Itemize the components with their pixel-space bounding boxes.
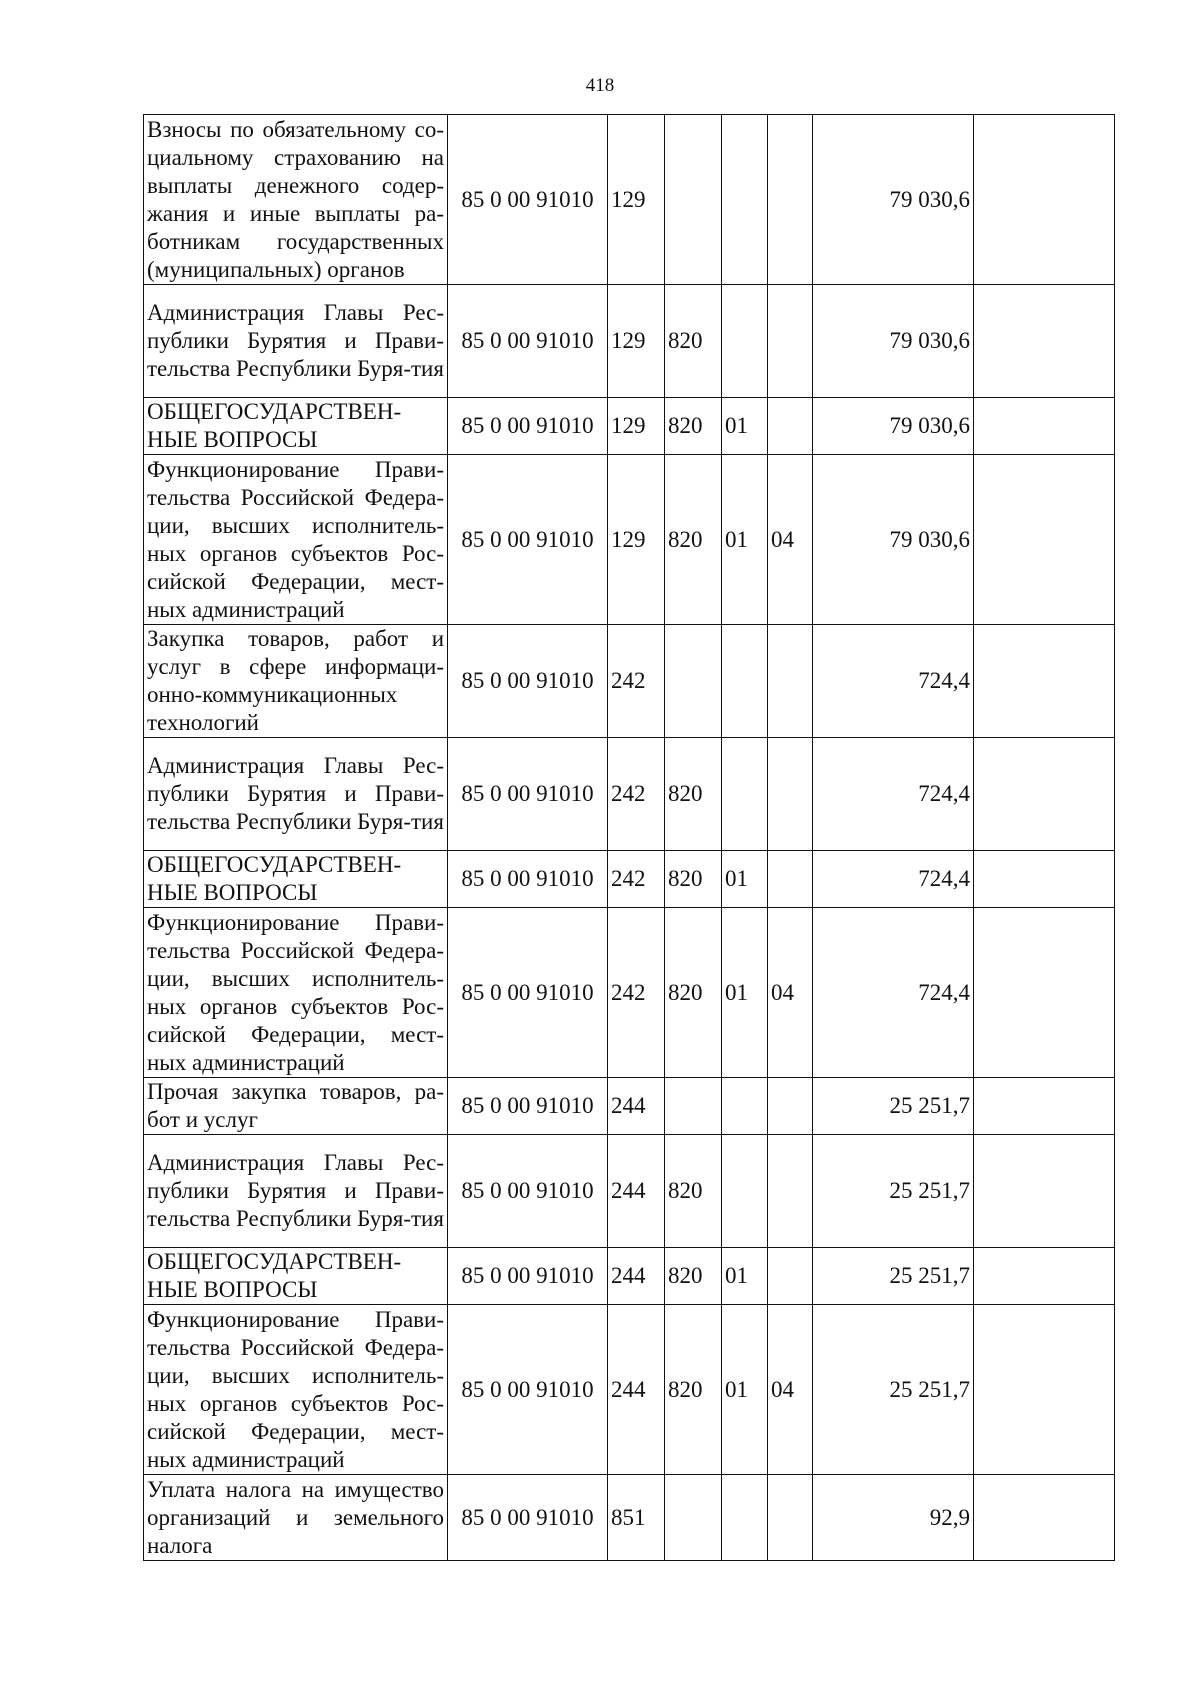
section-cell xyxy=(722,285,768,398)
amount-cell: 25 251,7 xyxy=(813,1135,974,1248)
empty-cell xyxy=(974,115,1115,285)
amount-cell: 724,4 xyxy=(813,908,974,1078)
amount-cell: 25 251,7 xyxy=(813,1248,974,1305)
target-code-cell: 85 0 00 91010 xyxy=(448,1135,608,1248)
row-name-cell: ОБЩЕГОСУДАРСТВЕН-НЫЕ ВОПРОСЫ xyxy=(144,851,448,908)
row-name-cell: Взносы по обязательному со-циальному страхованию на выплаты денежного содер-жания и иные выплаты ра-ботникам государственных (муниципальных) органов xyxy=(144,115,448,285)
section-cell xyxy=(722,115,768,285)
subsection-cell xyxy=(768,1475,813,1561)
table-row xyxy=(144,1078,1115,1135)
administrator-cell xyxy=(665,115,722,285)
amount-cell: 79 030,6 xyxy=(813,455,974,625)
section-cell: 01 xyxy=(722,455,768,625)
target-code-cell: 85 0 00 91010 xyxy=(448,115,608,285)
table-row xyxy=(144,285,1115,398)
section-cell xyxy=(722,1135,768,1248)
subsection-cell xyxy=(768,738,813,851)
table-body xyxy=(144,115,1115,1561)
administrator-cell: 820 xyxy=(665,1248,722,1305)
target-code-cell: 85 0 00 91010 xyxy=(448,851,608,908)
expense-type-cell: 129 xyxy=(608,115,665,285)
row-name-cell: ОБЩЕГОСУДАРСТВЕН-НЫЕ ВОПРОСЫ xyxy=(144,1248,448,1305)
section-cell: 01 xyxy=(722,1248,768,1305)
subsection-cell: 04 xyxy=(768,908,813,1078)
target-code-cell: 85 0 00 91010 xyxy=(448,1305,608,1475)
row-name-cell: Администрация Главы Рес-публики Бурятия и Прави-тельства Республики Буря-тия xyxy=(144,1135,448,1248)
expense-type-cell: 244 xyxy=(608,1078,665,1135)
amount-cell: 724,4 xyxy=(813,625,974,738)
administrator-cell: 820 xyxy=(665,908,722,1078)
amount-cell: 79 030,6 xyxy=(813,398,974,455)
administrator-cell: 820 xyxy=(665,851,722,908)
section-cell xyxy=(722,738,768,851)
empty-cell xyxy=(974,1248,1115,1305)
table-row xyxy=(144,738,1115,851)
empty-cell xyxy=(974,1305,1115,1475)
target-code-cell: 85 0 00 91010 xyxy=(448,1078,608,1135)
administrator-cell xyxy=(665,1475,722,1561)
row-name-cell: ОБЩЕГОСУДАРСТВЕН-НЫЕ ВОПРОСЫ xyxy=(144,398,448,455)
empty-cell xyxy=(974,1078,1115,1135)
section-cell: 01 xyxy=(722,1305,768,1475)
table-row xyxy=(144,398,1115,455)
expense-type-cell: 244 xyxy=(608,1135,665,1248)
expense-type-cell: 129 xyxy=(608,398,665,455)
expense-type-cell: 242 xyxy=(608,908,665,1078)
subsection-cell xyxy=(768,1248,813,1305)
amount-cell: 25 251,7 xyxy=(813,1078,974,1135)
section-cell: 01 xyxy=(722,398,768,455)
table-row xyxy=(144,908,1115,1078)
amount-cell: 724,4 xyxy=(813,851,974,908)
amount-cell: 724,4 xyxy=(813,738,974,851)
expense-type-cell: 242 xyxy=(608,851,665,908)
administrator-cell: 820 xyxy=(665,1135,722,1248)
subsection-cell xyxy=(768,851,813,908)
row-name-cell: Администрация Главы Рес-публики Бурятия и Прави-тельства Республики Буря-тия xyxy=(144,738,448,851)
target-code-cell: 85 0 00 91010 xyxy=(448,455,608,625)
table-row xyxy=(144,851,1115,908)
section-cell xyxy=(722,1078,768,1135)
administrator-cell xyxy=(665,625,722,738)
expense-type-cell: 244 xyxy=(608,1305,665,1475)
target-code-cell: 85 0 00 91010 xyxy=(448,625,608,738)
row-name-cell: Прочая закупка товаров, ра-бот и услуг xyxy=(144,1078,448,1135)
target-code-cell: 85 0 00 91010 xyxy=(448,398,608,455)
administrator-cell: 820 xyxy=(665,285,722,398)
row-name-cell: Уплата налога на имущество организаций и земельного налога xyxy=(144,1475,448,1561)
section-cell xyxy=(722,625,768,738)
administrator-cell: 820 xyxy=(665,398,722,455)
target-code-cell: 85 0 00 91010 xyxy=(448,908,608,1078)
expense-type-cell: 851 xyxy=(608,1475,665,1561)
administrator-cell: 820 xyxy=(665,1305,722,1475)
row-name-cell: Функционирование Прави-тельства Российской Федера-ции, высших исполнитель-ных органов субъектов Рос-сийской Федерации, мест-ных администраций xyxy=(144,455,448,625)
table-row xyxy=(144,115,1115,285)
target-code-cell: 85 0 00 91010 xyxy=(448,738,608,851)
section-cell xyxy=(722,1475,768,1561)
budget-table xyxy=(143,114,1115,1561)
amount-cell: 79 030,6 xyxy=(813,115,974,285)
empty-cell xyxy=(974,851,1115,908)
section-cell: 01 xyxy=(722,851,768,908)
page-number: 418 xyxy=(585,75,615,96)
empty-cell xyxy=(974,1135,1115,1248)
row-name-cell: Администрация Главы Рес-публики Бурятия и Прави-тельства Республики Буря-тия xyxy=(144,285,448,398)
empty-cell xyxy=(974,738,1115,851)
amount-cell: 92,9 xyxy=(813,1475,974,1561)
empty-cell xyxy=(974,625,1115,738)
row-name-cell: Закупка товаров, работ и услуг в сфере информаци-онно-коммуникационных технологий xyxy=(144,625,448,738)
amount-cell: 79 030,6 xyxy=(813,285,974,398)
subsection-cell xyxy=(768,398,813,455)
subsection-cell xyxy=(768,115,813,285)
empty-cell xyxy=(974,285,1115,398)
expense-type-cell: 242 xyxy=(608,738,665,851)
expense-type-cell: 129 xyxy=(608,285,665,398)
row-name-cell: Функционирование Прави-тельства Российской Федера-ции, высших исполнитель-ных органов субъектов Рос-сийской Федерации, мест-ных администраций xyxy=(144,1305,448,1475)
subsection-cell xyxy=(768,1078,813,1135)
table-row xyxy=(144,1305,1115,1475)
expense-type-cell: 244 xyxy=(608,1248,665,1305)
administrator-cell: 820 xyxy=(665,455,722,625)
table-row xyxy=(144,625,1115,738)
target-code-cell: 85 0 00 91010 xyxy=(448,1248,608,1305)
table-row xyxy=(144,1135,1115,1248)
target-code-cell: 85 0 00 91010 xyxy=(448,285,608,398)
amount-cell: 25 251,7 xyxy=(813,1305,974,1475)
table-row xyxy=(144,455,1115,625)
subsection-cell xyxy=(768,1135,813,1248)
subsection-cell: 04 xyxy=(768,455,813,625)
section-cell: 01 xyxy=(722,908,768,1078)
subsection-cell xyxy=(768,285,813,398)
administrator-cell: 820 xyxy=(665,738,722,851)
expense-type-cell: 129 xyxy=(608,455,665,625)
expense-type-cell: 242 xyxy=(608,625,665,738)
empty-cell xyxy=(974,908,1115,1078)
table-row xyxy=(144,1475,1115,1561)
subsection-cell: 04 xyxy=(768,1305,813,1475)
target-code-cell: 85 0 00 91010 xyxy=(448,1475,608,1561)
empty-cell xyxy=(974,398,1115,455)
empty-cell xyxy=(974,455,1115,625)
subsection-cell xyxy=(768,625,813,738)
administrator-cell xyxy=(665,1078,722,1135)
empty-cell xyxy=(974,1475,1115,1561)
table-row xyxy=(144,1248,1115,1305)
row-name-cell: Функционирование Прави-тельства Российской Федера-ции, высших исполнитель-ных органов субъектов Рос-сийской Федерации, мест-ных администраций xyxy=(144,908,448,1078)
